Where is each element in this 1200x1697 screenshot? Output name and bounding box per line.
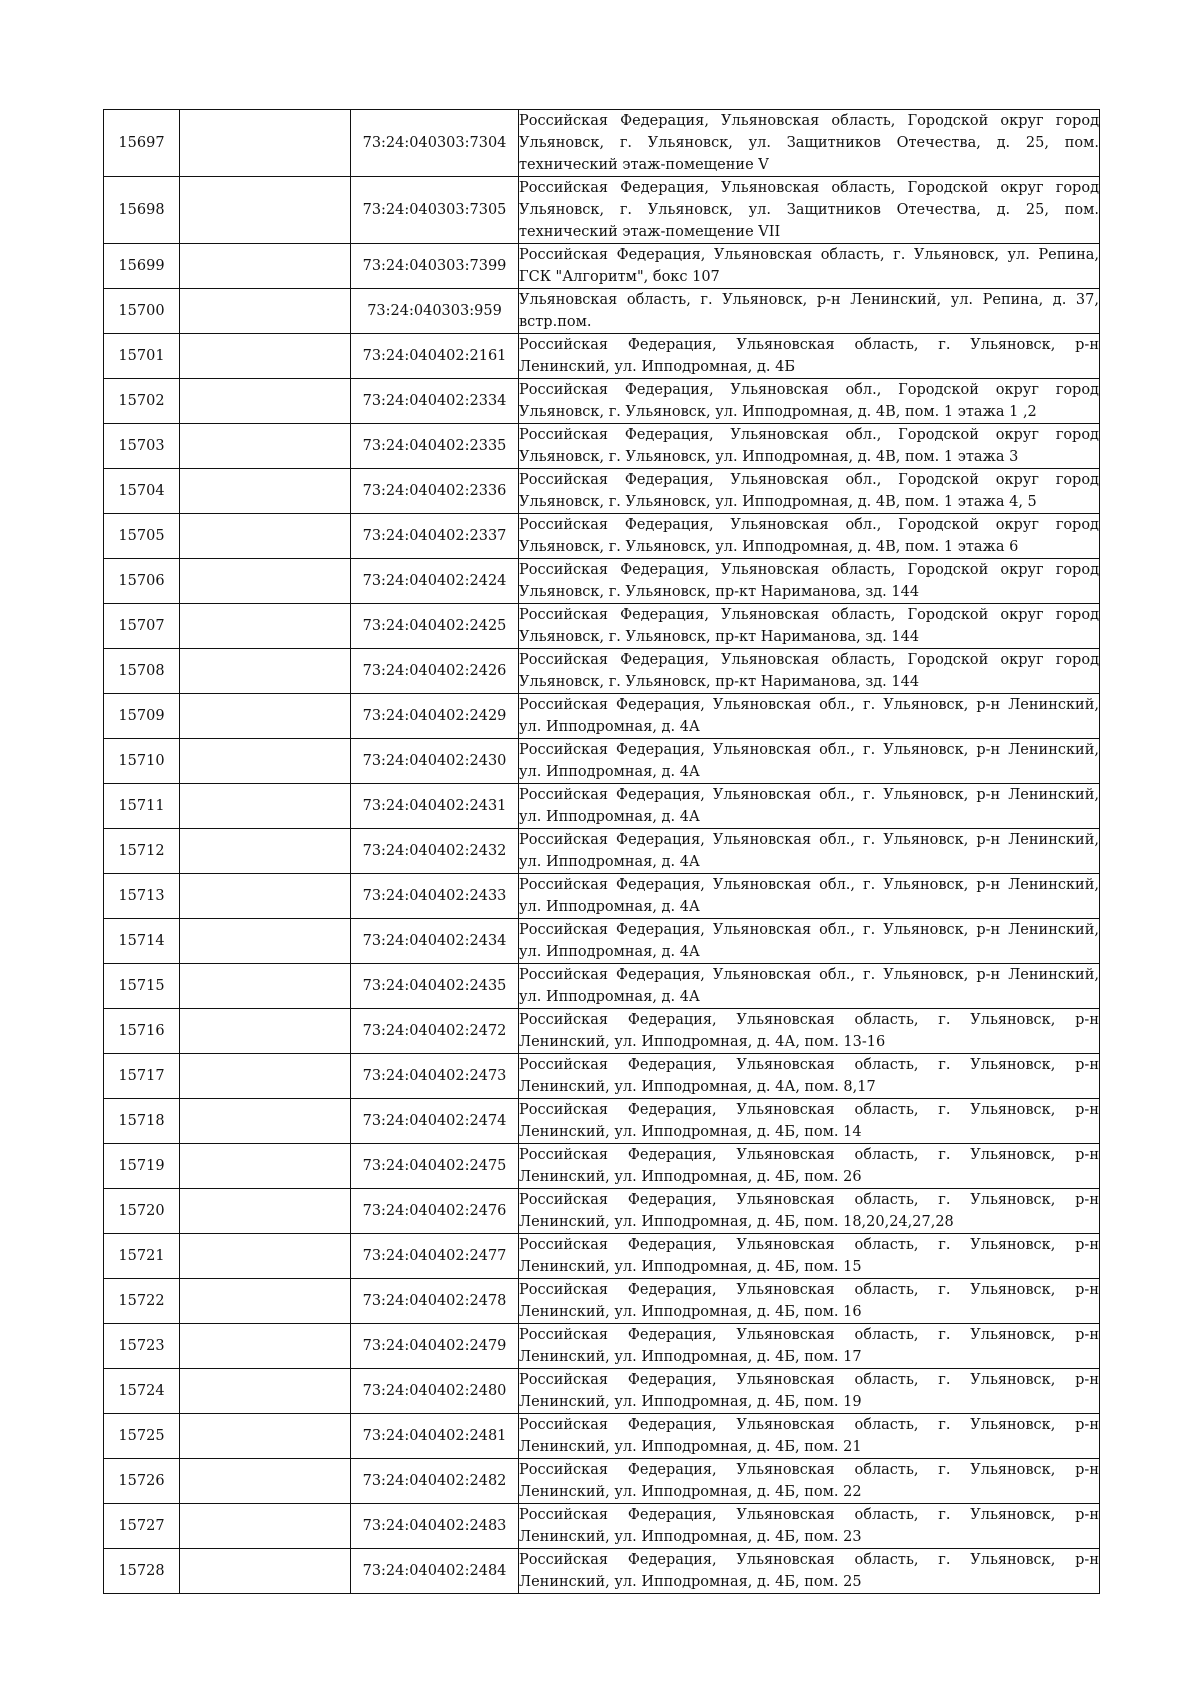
row-number-cell: 15704	[104, 469, 180, 514]
table-row	[104, 1324, 1100, 1369]
address-cell: Российская Федерация, Ульяновская область, г. Ульяновск, р-н Ленинский, ул. Ипподромная, д. 4А, пом. 8,17	[519, 1054, 1100, 1099]
table-row	[104, 1549, 1100, 1594]
empty-cell	[180, 559, 351, 604]
cadastral-number-cell: 73:24:040402:2431	[351, 784, 519, 829]
empty-cell	[180, 177, 351, 244]
empty-cell	[180, 694, 351, 739]
row-number-cell: 15716	[104, 1009, 180, 1054]
row-number-cell: 15709	[104, 694, 180, 739]
empty-cell	[180, 289, 351, 334]
cadastral-number-cell: 73:24:040402:2429	[351, 694, 519, 739]
table-row	[104, 1279, 1100, 1324]
empty-cell	[180, 1189, 351, 1234]
table-row	[104, 649, 1100, 694]
table-row	[104, 964, 1100, 1009]
cadastral-number-cell: 73:24:040402:2482	[351, 1459, 519, 1504]
cadastral-number-cell: 73:24:040402:2484	[351, 1549, 519, 1594]
table-row	[104, 784, 1100, 829]
row-number-cell: 15727	[104, 1504, 180, 1549]
table-row	[104, 1369, 1100, 1414]
table-row	[104, 559, 1100, 604]
row-number-cell: 15719	[104, 1144, 180, 1189]
table-row	[104, 874, 1100, 919]
cadastral-number-cell: 73:24:040303:7399	[351, 244, 519, 289]
row-number-cell: 15725	[104, 1414, 180, 1459]
row-number-cell: 15714	[104, 919, 180, 964]
address-cell: Российская Федерация, Ульяновская обл., Городской округ город Ульяновск, г. Ульяновск, ул. Ипподромная, д. 4В, пом. 1 этажа 6	[519, 514, 1100, 559]
row-number-cell: 15721	[104, 1234, 180, 1279]
empty-cell	[180, 604, 351, 649]
address-cell: Ульяновская область, г. Ульяновск, р-н Ленинский, ул. Репина, д. 37, встр.пом.	[519, 289, 1100, 334]
table-row	[104, 1459, 1100, 1504]
cadastral-number-cell: 73:24:040402:2472	[351, 1009, 519, 1054]
address-cell: Российская Федерация, Ульяновская обл., г. Ульяновск, р-н Ленинский, ул. Ипподромная, д. 4А	[519, 739, 1100, 784]
address-cell: Российская Федерация, Ульяновская обл., г. Ульяновск, р-н Ленинский, ул. Ипподромная, д. 4А	[519, 919, 1100, 964]
address-cell: Российская Федерация, Ульяновская область, г. Ульяновск, р-н Ленинский, ул. Ипподромная, д. 4Б, пом. 21	[519, 1414, 1100, 1459]
row-number-cell: 15713	[104, 874, 180, 919]
cadastral-number-cell: 73:24:040402:2430	[351, 739, 519, 784]
row-number-cell: 15726	[104, 1459, 180, 1504]
row-number-cell: 15706	[104, 559, 180, 604]
cadastral-number-cell: 73:24:040402:2478	[351, 1279, 519, 1324]
empty-cell	[180, 1369, 351, 1414]
empty-cell	[180, 1324, 351, 1369]
cadastral-number-cell: 73:24:040402:2432	[351, 829, 519, 874]
empty-cell	[180, 1459, 351, 1504]
table-row	[104, 1234, 1100, 1279]
cadastral-number-cell: 73:24:040303:959	[351, 289, 519, 334]
address-cell: Российская Федерация, Ульяновская область, г. Ульяновск, р-н Ленинский, ул. Ипподромная, д. 4Б, пом. 15	[519, 1234, 1100, 1279]
table-row	[104, 469, 1100, 514]
empty-cell	[180, 110, 351, 177]
empty-cell	[180, 1099, 351, 1144]
table-row	[104, 424, 1100, 469]
empty-cell	[180, 244, 351, 289]
row-number-cell: 15715	[104, 964, 180, 1009]
row-number-cell: 15697	[104, 110, 180, 177]
table-row	[104, 1099, 1100, 1144]
cadastral-number-cell: 73:24:040303:7305	[351, 177, 519, 244]
empty-cell	[180, 784, 351, 829]
table-row	[104, 694, 1100, 739]
address-cell: Российская Федерация, Ульяновская обл., г. Ульяновск, р-н Ленинский, ул. Ипподромная, д. 4А	[519, 694, 1100, 739]
cadastral-number-cell: 73:24:040402:2483	[351, 1504, 519, 1549]
empty-cell	[180, 1279, 351, 1324]
row-number-cell: 15712	[104, 829, 180, 874]
cadastral-number-cell: 73:24:040402:2480	[351, 1369, 519, 1414]
cadastral-number-cell: 73:24:040402:2481	[351, 1414, 519, 1459]
table-row	[104, 1189, 1100, 1234]
row-number-cell: 15724	[104, 1369, 180, 1414]
table-row	[104, 514, 1100, 559]
address-cell: Российская Федерация, Ульяновская область, г. Ульяновск, р-н Ленинский, ул. Ипподромная, д. 4Б, пом. 23	[519, 1504, 1100, 1549]
cadastral-number-cell: 73:24:040402:2477	[351, 1234, 519, 1279]
cadastral-number-cell: 73:24:040402:2473	[351, 1054, 519, 1099]
address-cell: Российская Федерация, Ульяновская область, г. Ульяновск, р-н Ленинский, ул. Ипподромная, д. 4Б, пом. 26	[519, 1144, 1100, 1189]
empty-cell	[180, 649, 351, 694]
cadastral-number-cell: 73:24:040402:2334	[351, 379, 519, 424]
table-row	[104, 244, 1100, 289]
table-row	[104, 379, 1100, 424]
row-number-cell: 15711	[104, 784, 180, 829]
table-row	[104, 604, 1100, 649]
table-row	[104, 829, 1100, 874]
cadastral-number-cell: 73:24:040402:2475	[351, 1144, 519, 1189]
row-number-cell: 15701	[104, 334, 180, 379]
empty-cell	[180, 469, 351, 514]
row-number-cell: 15698	[104, 177, 180, 244]
empty-cell	[180, 1054, 351, 1099]
cadastral-number-cell: 73:24:040303:7304	[351, 110, 519, 177]
empty-cell	[180, 829, 351, 874]
cadastral-number-cell: 73:24:040402:2474	[351, 1099, 519, 1144]
row-number-cell: 15720	[104, 1189, 180, 1234]
address-cell: Российская Федерация, Ульяновская область, г. Ульяновск, р-н Ленинский, ул. Ипподромная, д. 4Б, пом. 16	[519, 1279, 1100, 1324]
row-number-cell: 15702	[104, 379, 180, 424]
table-row	[104, 1054, 1100, 1099]
address-cell: Российская Федерация, Ульяновская область, Городской округ город Ульяновск, г. Ульяновск, ул. Защитников Отечества, д. 25, пом. технический этаж-помещение VII	[519, 177, 1100, 244]
empty-cell	[180, 1414, 351, 1459]
cadastral-number-cell: 73:24:040402:2424	[351, 559, 519, 604]
table-row	[104, 919, 1100, 964]
cadastral-number-cell: 73:24:040402:2479	[351, 1324, 519, 1369]
empty-cell	[180, 379, 351, 424]
cadastral-number-cell: 73:24:040402:2426	[351, 649, 519, 694]
address-cell: Российская Федерация, Ульяновская область, г. Ульяновск, р-н Ленинский, ул. Ипподромная, д. 4Б	[519, 334, 1100, 379]
address-cell: Российская Федерация, Ульяновская обл., г. Ульяновск, р-н Ленинский, ул. Ипподромная, д. 4А	[519, 829, 1100, 874]
row-number-cell: 15699	[104, 244, 180, 289]
empty-cell	[180, 874, 351, 919]
address-cell: Российская Федерация, Ульяновская обл., г. Ульяновск, р-н Ленинский, ул. Ипподромная, д. 4А	[519, 964, 1100, 1009]
address-cell: Российская Федерация, Ульяновская обл., Городской округ город Ульяновск, г. Ульяновск, ул. Ипподромная, д. 4В, пом. 1 этажа 1 ,2	[519, 379, 1100, 424]
table-row	[104, 177, 1100, 244]
row-number-cell: 15700	[104, 289, 180, 334]
table-row	[104, 334, 1100, 379]
row-number-cell: 15722	[104, 1279, 180, 1324]
table-row	[104, 1414, 1100, 1459]
table-row	[104, 739, 1100, 784]
table-row	[104, 1504, 1100, 1549]
address-cell: Российская Федерация, Ульяновская область, Городской округ город Ульяновск, г. Ульяновск, пр-кт Нариманова, зд. 144	[519, 649, 1100, 694]
row-number-cell: 15708	[104, 649, 180, 694]
empty-cell	[180, 514, 351, 559]
address-cell: Российская Федерация, Ульяновская обл., г. Ульяновск, р-н Ленинский, ул. Ипподромная, д. 4А	[519, 874, 1100, 919]
address-cell: Российская Федерация, Ульяновская область, Городской округ город Ульяновск, г. Ульяновск, ул. Защитников Отечества, д. 25, пом. технический этаж-помещение V	[519, 110, 1100, 177]
table-row	[104, 110, 1100, 177]
empty-cell	[180, 739, 351, 784]
empty-cell	[180, 1549, 351, 1594]
table-row	[104, 289, 1100, 334]
table-row	[104, 1144, 1100, 1189]
empty-cell	[180, 919, 351, 964]
address-cell: Российская Федерация, Ульяновская обл., г. Ульяновск, р-н Ленинский, ул. Ипподромная, д. 4А	[519, 784, 1100, 829]
row-number-cell: 15718	[104, 1099, 180, 1144]
address-cell: Российская Федерация, Ульяновская область, Городской округ город Ульяновск, г. Ульяновск, пр-кт Нариманова, зд. 144	[519, 559, 1100, 604]
empty-cell	[180, 1234, 351, 1279]
row-number-cell: 15703	[104, 424, 180, 469]
cadastral-number-cell: 73:24:040402:2433	[351, 874, 519, 919]
empty-cell	[180, 1009, 351, 1054]
address-cell: Российская Федерация, Ульяновская область, г. Ульяновск, р-н Ленинский, ул. Ипподромная, д. 4Б, пом. 14	[519, 1099, 1100, 1144]
address-cell: Российская Федерация, Ульяновская область, г. Ульяновск, р-н Ленинский, ул. Ипподромная, д. 4Б, пом. 25	[519, 1549, 1100, 1594]
empty-cell	[180, 1504, 351, 1549]
row-number-cell: 15710	[104, 739, 180, 784]
address-cell: Российская Федерация, Ульяновская область, г. Ульяновск, р-н Ленинский, ул. Ипподромная, д. 4Б, пом. 18,20,24,27,28	[519, 1189, 1100, 1234]
address-cell: Российская Федерация, Ульяновская область, г. Ульяновск, ул. Репина, ГСК "Алгоритм", бокс 107	[519, 244, 1100, 289]
row-number-cell: 15728	[104, 1549, 180, 1594]
cadastral-number-cell: 73:24:040402:2336	[351, 469, 519, 514]
cadastral-number-cell: 73:24:040402:2337	[351, 514, 519, 559]
address-cell: Российская Федерация, Ульяновская область, г. Ульяновск, р-н Ленинский, ул. Ипподромная, д. 4Б, пом. 22	[519, 1459, 1100, 1504]
address-cell: Российская Федерация, Ульяновская область, Городской округ город Ульяновск, г. Ульяновск, пр-кт Нариманова, зд. 144	[519, 604, 1100, 649]
property-register-table	[103, 109, 1100, 1594]
empty-cell	[180, 1144, 351, 1189]
address-cell: Российская Федерация, Ульяновская обл., Городской округ город Ульяновск, г. Ульяновск, ул. Ипподромная, д. 4В, пом. 1 этажа 4, 5	[519, 469, 1100, 514]
row-number-cell: 15707	[104, 604, 180, 649]
cadastral-number-cell: 73:24:040402:2434	[351, 919, 519, 964]
address-cell: Российская Федерация, Ульяновская обл., Городской округ город Ульяновск, г. Ульяновск, ул. Ипподромная, д. 4В, пом. 1 этажа 3	[519, 424, 1100, 469]
empty-cell	[180, 334, 351, 379]
cadastral-number-cell: 73:24:040402:2425	[351, 604, 519, 649]
cadastral-number-cell: 73:24:040402:2335	[351, 424, 519, 469]
table-row	[104, 1009, 1100, 1054]
address-cell: Российская Федерация, Ульяновская область, г. Ульяновск, р-н Ленинский, ул. Ипподромная, д. 4А, пом. 13-16	[519, 1009, 1100, 1054]
empty-cell	[180, 424, 351, 469]
row-number-cell: 15723	[104, 1324, 180, 1369]
address-cell: Российская Федерация, Ульяновская область, г. Ульяновск, р-н Ленинский, ул. Ипподромная, д. 4Б, пом. 19	[519, 1369, 1100, 1414]
address-cell: Российская Федерация, Ульяновская область, г. Ульяновск, р-н Ленинский, ул. Ипподромная, д. 4Б, пом. 17	[519, 1324, 1100, 1369]
row-number-cell: 15705	[104, 514, 180, 559]
row-number-cell: 15717	[104, 1054, 180, 1099]
empty-cell	[180, 964, 351, 1009]
cadastral-number-cell: 73:24:040402:2435	[351, 964, 519, 1009]
cadastral-number-cell: 73:24:040402:2161	[351, 334, 519, 379]
cadastral-number-cell: 73:24:040402:2476	[351, 1189, 519, 1234]
